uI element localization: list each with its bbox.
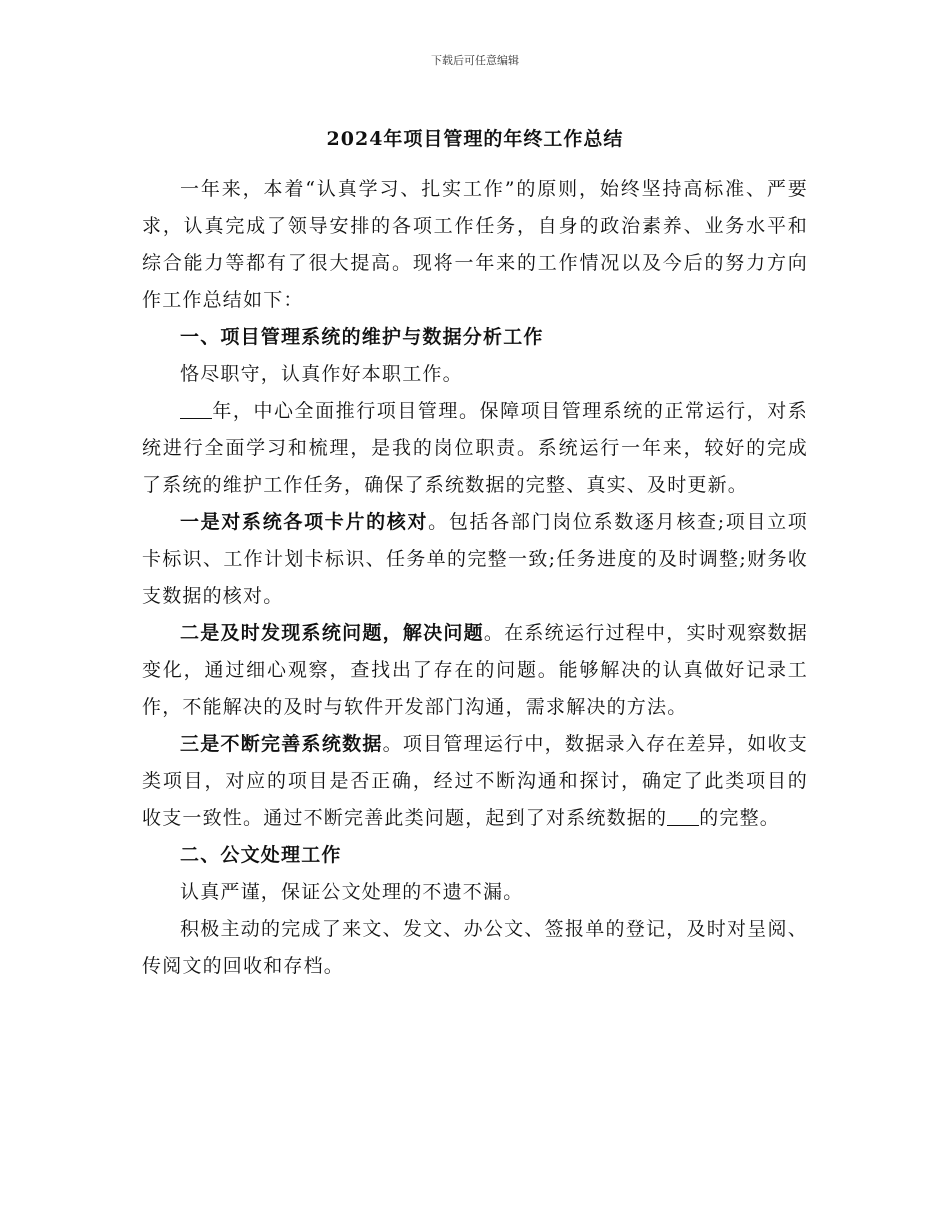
blank-underline [180, 400, 212, 419]
section1-paragraph2 [142, 393, 808, 504]
blank-underline [667, 807, 699, 826]
section2-line1: 认真严谨，保证公文处理的不遗不漏。 [180, 881, 524, 903]
item2-bold: 二是及时发现系统问题，解决问题 [180, 622, 484, 644]
section1-item1 [142, 504, 808, 615]
section1-paragraph2-text: 年，中心全面推行项目管理。保障项目管理系统的正常运行，对系统进行全面学习和梳理，是我的岗位职责。系统运行一年来，较好的完成了系统的维护工作任务，确保了系统数据的完整、真实、及时更新。 [142, 400, 808, 496]
document-title: 2024年项目管理的年终工作总结 [326, 128, 624, 150]
item1-text: 。包括各部门岗位系数逐月核查;项目立项卡标识、工作计划卡标识、任务单的完整一致;任务进度的及时调整;财务收支数据的核对。 [142, 511, 809, 607]
section2-paragraph2: 积极主动的完成了来文、发文、办公文、签报单的登记，及时对呈阅、传阅文的回收和存档。 [142, 918, 808, 977]
intro-paragraph: 一年来，本着“认真学习、扎实工作”的原则，始终坚持高标准、严要求，认真完成了领导安排的各项工作任务，自身的政治素养、业务水平和综合能力等都有了很大提高。现将一年来的工作情况以及今后的努力方向作工作总结如下： [142, 178, 808, 311]
item1-bold: 一是对系统各项卡片的核对 [180, 511, 429, 533]
item2-text: 。在系统运行过程中，实时观察数据变化，通过细心观察，查找出了存在的问题。能够解决的认真做好记录工作，不能解决的及时与软件开发部门沟通，需求解决的方法。 [142, 622, 808, 718]
section2-heading: 二、公文处理工作 [180, 844, 342, 866]
section1-line1: 恪尽职守，认真作好本职工作。 [180, 363, 463, 385]
item3-bold: 三是不断完善系统数据 [180, 733, 383, 755]
document-body [142, 171, 808, 985]
page-header: 下载后可任意编辑 [431, 54, 519, 67]
section1-heading: 一、项目管理系统的维护与数据分析工作 [180, 326, 544, 348]
section1-item2 [142, 615, 808, 726]
section1-item3 [142, 726, 808, 837]
item3-tail: 的完整。 [699, 807, 781, 829]
item3-text: 。项目管理运行中，数据录入存在差异，如收支类项目，对应的项目是否正确，经过不断沟通和探讨，确定了此类项目的收支一致性。通过不断完善此类问题，起到了对系统数据的 [142, 733, 808, 829]
